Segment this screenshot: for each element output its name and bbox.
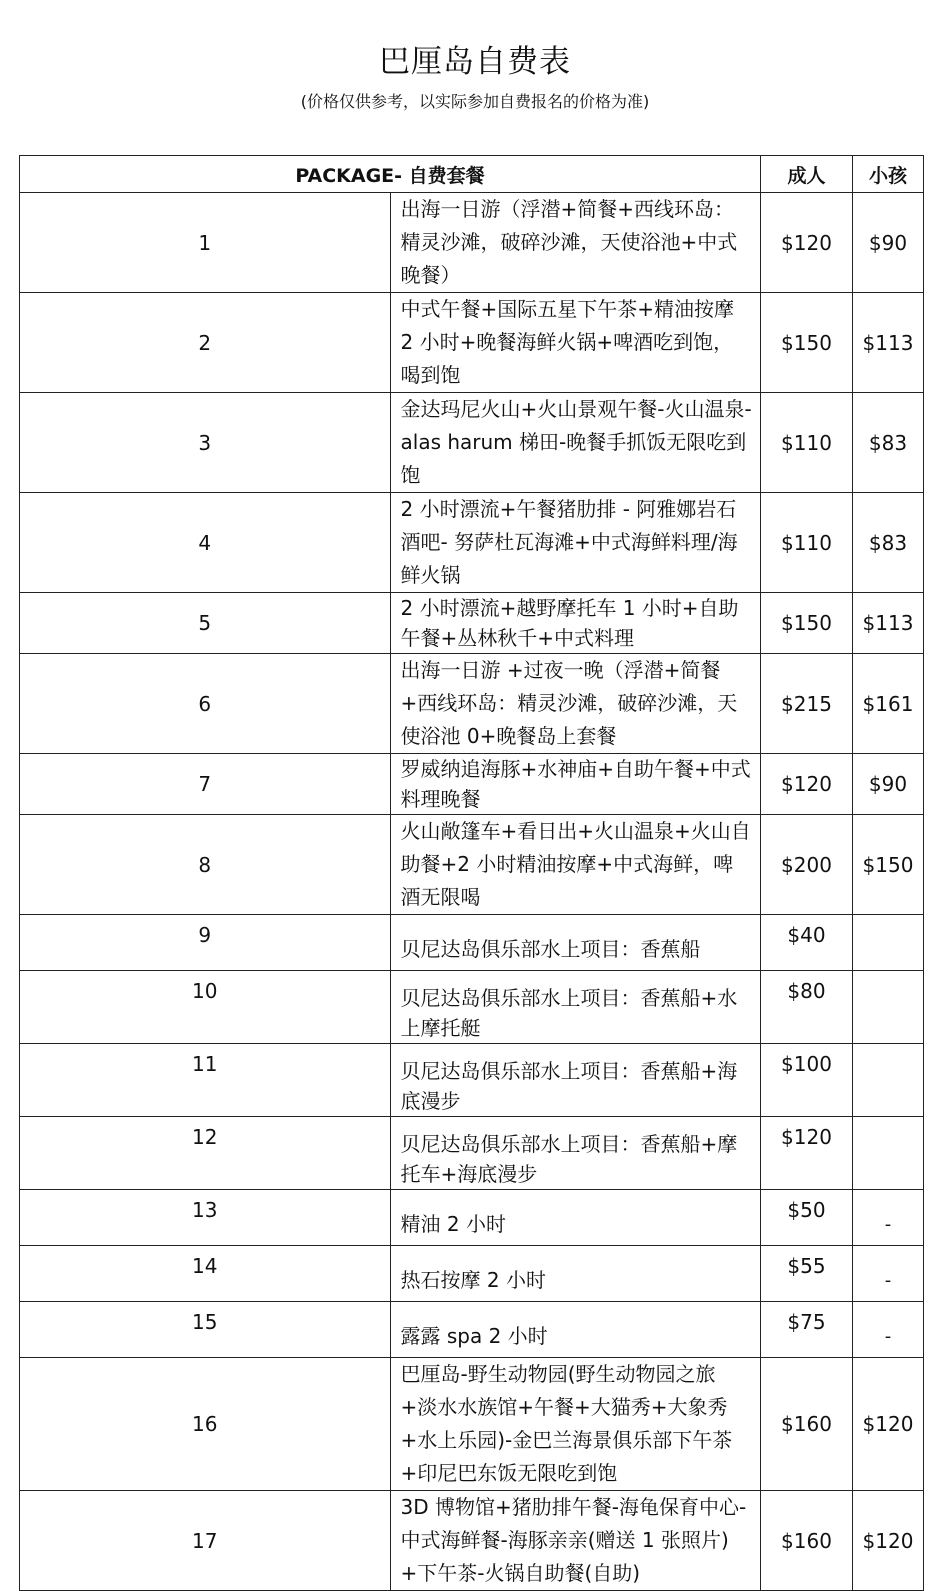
row-child-price: $161	[853, 654, 924, 754]
table-row	[20, 915, 924, 971]
table-row	[20, 1491, 924, 1591]
table-row	[20, 654, 924, 754]
row-child-price	[853, 1044, 924, 1117]
row-number: 3	[20, 393, 391, 493]
table-row	[20, 1358, 924, 1491]
row-adult-price: $160	[761, 1491, 853, 1591]
row-adult-price: $55	[761, 1246, 853, 1302]
row-number: 11	[20, 1044, 391, 1117]
table-row	[20, 1246, 924, 1302]
row-child-price: $150	[853, 815, 924, 915]
row-adult-price: $120	[761, 193, 853, 293]
row-adult-price: $215	[761, 654, 853, 754]
row-description: 罗威纳追海豚+水神庙+自助午餐+中式料理晚餐	[400, 757, 751, 811]
table-row	[20, 193, 924, 293]
row-description: 2 小时漂流+午餐猪肋排 - 阿雅娜岩石酒吧- 努萨杜瓦海滩+中式海鲜料理/海鲜火锅	[400, 497, 738, 587]
row-number: 13	[20, 1190, 391, 1246]
header-child: 小孩	[853, 156, 924, 193]
page-subtitle: (价格仅供参考，以实际参加自费报名的价格为准)	[300, 92, 650, 111]
row-number: 16	[20, 1358, 391, 1491]
row-child-price: $90	[853, 754, 924, 815]
package-table	[19, 155, 924, 1591]
row-adult-price: $75	[761, 1302, 853, 1358]
table-row	[20, 1190, 924, 1246]
table-row	[20, 971, 924, 1044]
row-child-price: $113	[853, 293, 924, 393]
row-number: 15	[20, 1302, 391, 1358]
row-child-price	[853, 971, 924, 1044]
row-number: 4	[20, 493, 391, 593]
row-adult-price: $160	[761, 1358, 853, 1491]
table-row	[20, 293, 924, 393]
row-number: 10	[20, 971, 391, 1044]
row-adult-price: $200	[761, 815, 853, 915]
row-adult-price: $40	[761, 915, 853, 971]
table-row	[20, 493, 924, 593]
row-adult-price: $100	[761, 1044, 853, 1117]
row-adult-price: $120	[761, 754, 853, 815]
table-header-row	[20, 156, 924, 193]
row-number: 1	[20, 193, 391, 293]
row-number: 7	[20, 754, 391, 815]
row-number: 12	[20, 1117, 391, 1190]
row-description: 巴厘岛-野生动物园(野生动物园之旅+淡水水族馆+午餐+大猫秀+大象秀+水上乐园)-金巴兰海景俱乐部下午茶+印尼巴东饭无限吃到饱	[400, 1362, 733, 1485]
row-adult-price: $80	[761, 971, 853, 1044]
row-number: 6	[20, 654, 391, 754]
row-child-price: $83	[853, 493, 924, 593]
row-child-price: $83	[853, 393, 924, 493]
page-title: 巴厘岛自费表	[379, 44, 571, 80]
row-child-price: $113	[853, 593, 924, 654]
row-adult-price: $110	[761, 393, 853, 493]
row-adult-price: $110	[761, 493, 853, 593]
row-description: 贝尼达岛俱乐部水上项目：香蕉船	[400, 936, 701, 961]
row-description: 贝尼达岛俱乐部水上项目：香蕉船+摩托车+海底漫步	[400, 1132, 738, 1186]
table-row	[20, 754, 924, 815]
row-description: 3D 博物馆+猪肋排午餐-海龟保育中心-中式海鲜餐-海豚亲亲(赠送 1 张照片) +下午茶-火锅自助餐(自助)	[400, 1495, 747, 1585]
row-description: 出海一日游（浮潜+简餐+西线环岛：精灵沙滩，破碎沙滩，天使浴池+中式晚餐）	[400, 197, 738, 287]
row-description: 热石按摩 2 小时	[400, 1267, 546, 1292]
table-row	[20, 1302, 924, 1358]
row-description: 火山敞篷车+看日出+火山温泉+火山自助餐+2 小时精油按摩+中式海鲜，啤酒无限喝	[400, 819, 751, 909]
row-child-price	[853, 1117, 924, 1190]
row-child-price	[853, 915, 924, 971]
table-row	[20, 593, 924, 654]
row-child-price: -	[884, 1214, 892, 1235]
row-adult-price: $150	[761, 593, 853, 654]
row-adult-price: $120	[761, 1117, 853, 1190]
table-row	[20, 393, 924, 493]
row-child-price: -	[884, 1270, 892, 1291]
row-child-price: $120	[853, 1491, 924, 1591]
row-number: 14	[20, 1246, 391, 1302]
table-row	[20, 1117, 924, 1190]
row-description: 贝尼达岛俱乐部水上项目：香蕉船+水上摩托艇	[400, 986, 738, 1040]
header-adult: 成人	[761, 156, 853, 193]
row-child-price: $90	[853, 193, 924, 293]
row-description: 出海一日游 +过夜一晚（浮潜+简餐+西线环岛：精灵沙滩，破碎沙滩，天使浴池 0+晚餐岛上套餐	[400, 658, 738, 748]
row-child-price: $120	[853, 1358, 924, 1491]
row-description: 金达玛尼火山+火山景观午餐-火山温泉-alas harum 梯田-晚餐手抓饭无限吃到饱	[400, 397, 752, 487]
row-adult-price: $50	[761, 1190, 853, 1246]
table-row	[20, 815, 924, 915]
row-description: 2 小时漂流+越野摩托车 1 小时+自助午餐+丛林秋千+中式料理	[400, 596, 739, 650]
row-number: 8	[20, 815, 391, 915]
row-number: 9	[20, 915, 391, 971]
row-description: 精油 2 小时	[400, 1211, 506, 1236]
table-row	[20, 1044, 924, 1117]
row-child-price: -	[884, 1326, 892, 1347]
header-package: PACKAGE- 自费套餐	[20, 156, 761, 193]
row-adult-price: $150	[761, 293, 853, 393]
row-description: 贝尼达岛俱乐部水上项目：香蕉船+海底漫步	[400, 1059, 738, 1113]
row-number: 5	[20, 593, 391, 654]
row-description: 露露 spa 2 小时	[400, 1323, 548, 1348]
row-description: 中式午餐+国际五星下午茶+精油按摩 2 小时+晚餐海鲜火锅+啤酒吃到饱，喝到饱	[400, 297, 735, 387]
row-number: 2	[20, 293, 391, 393]
row-number: 17	[20, 1491, 391, 1591]
